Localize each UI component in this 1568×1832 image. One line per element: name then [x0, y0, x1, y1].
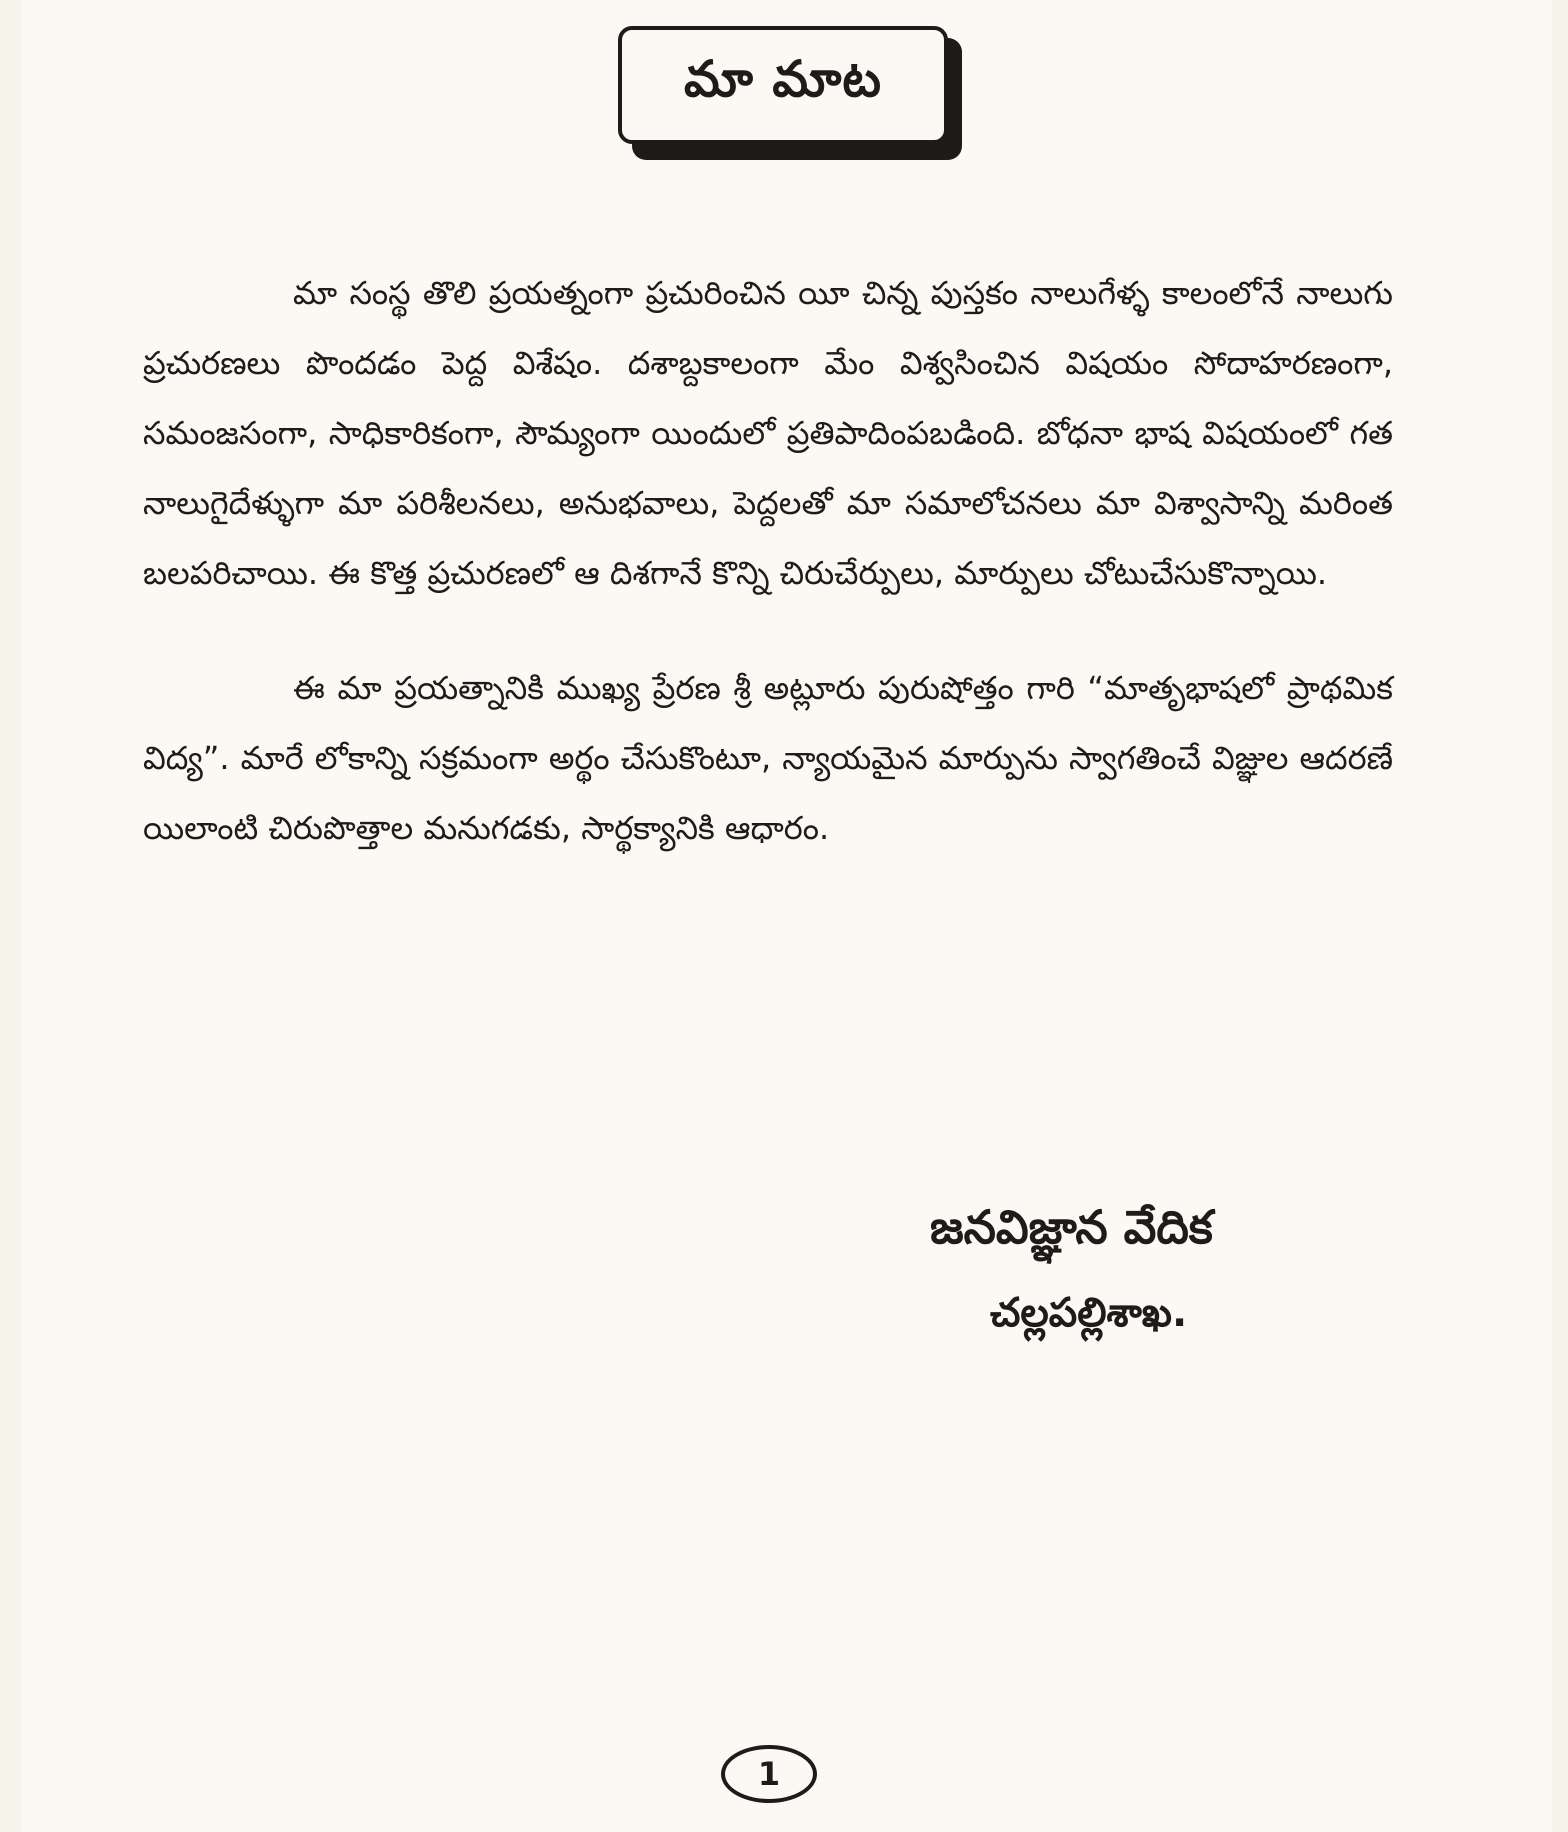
page-number	[721, 1745, 817, 1803]
signature-branch: చల్లపల్లిశాఖ.	[990, 1290, 1188, 1336]
title-box	[618, 26, 948, 144]
paragraph: మా సంస్థ తొలి ప్రయత్నంగా ప్రచురించిన యీ చిన్న పుస్తకం నాలుగేళ్ళ కాలంలోనే నాలుగు ప్రచురణలు పొందడం పెద్ద విశేషం. దశాబ్దకాలంగా మేం విశ్వసించిన విషయం సోదాహరణంగా, సమంజసంగా, సాధికారికంగా, సౌమ్యంగా యిందులో ప్రతిపాదింపబడింది. బోధనా భాష విషయంలో గత నాలుగైదేళ్ళుగా మా పరిశీలనలు, అనుభవాలు, పెద్దలతో మా సమాలోచనలు మా విశ్వాసాన్ని మరింత బలపరిచాయి. ఈ కొత్త ప్రచురణలో ఆ దిశగానే కొన్ని చిరుచేర్పులు, మార్పులు చోటుచేసుకొన్నాయి.	[143, 274, 1393, 592]
paragraph: ఈ మా ప్రయత్నానికి ముఖ్య ప్రేరణ శ్రీ అట్లూరు పురుషోత్తం గారి “మాతృభాషలో ప్రాథమిక విద్య”. మారే లోకాన్ని సక్రమంగా అర్థం చేసుకొంటూ, న్యాయమైన మార్పును స్వాగతించే విజ్ఞుల ఆదరణే యిలాంటి చిరుపొత్తాల మనుగడకు, సార్థక్యానికి ఆధారం.	[143, 669, 1393, 847]
page-title: మా మాట	[684, 49, 882, 108]
page-number-label: 1	[757, 1755, 781, 1793]
body-text	[143, 258, 1393, 863]
signature-organization: జనవిజ్ఞాన వేదిక	[930, 1200, 1213, 1254]
